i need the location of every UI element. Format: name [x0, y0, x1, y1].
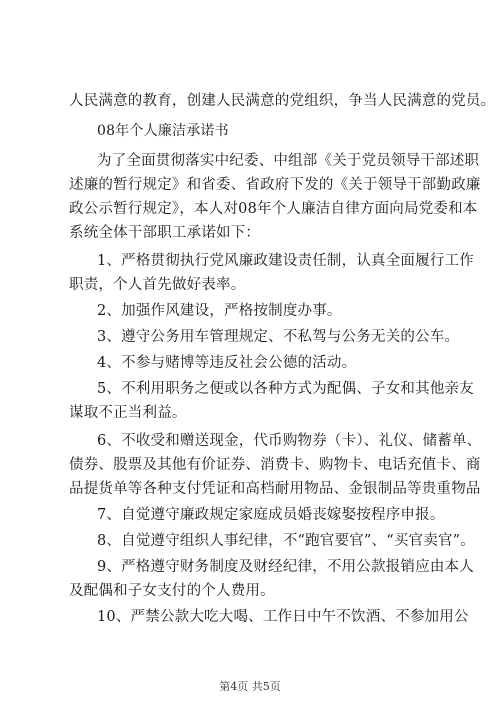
text-line: 3、遵守公务用车管理规定、不私驾与公务无关的公车。: [97, 329, 460, 345]
text-line: 10、严禁公款大吃大喝、工作日中午不饮酒、不参加用公: [97, 609, 469, 625]
text-line: 职责，个人首先做好表率。: [69, 277, 246, 293]
document-title: 08年个人廉洁承诺书: [97, 123, 229, 139]
text-line: 6、不收受和赠送现金，代币购物券（卡）、礼仪、储蓄单、: [97, 433, 482, 449]
text-line: 9、严格遵守财务制度及财经纪律，不用公款报销应由本人: [97, 559, 474, 575]
page-number: 第4页 共5页: [219, 680, 281, 693]
text-line: 5、不利用职务之便或以各种方式为配偶、子女和其他亲友: [97, 381, 474, 397]
text-line: 及配偶和子女支付的个人费用。: [69, 583, 275, 599]
text-line: 品提货单等各种支付凭证和高档耐用物品、金银制品等贵重物品: [69, 481, 481, 497]
text-line: 系统全体干部职工承诺如下：: [69, 225, 261, 241]
text-line: 4、不参与赌博等违反社会公德的活动。: [97, 355, 357, 371]
text-line: 2、加强作风建设，严格按制度办事。: [97, 303, 342, 319]
text-line: 1、严格贯彻执行党风廉政建设责任制，认真全面履行工作: [97, 253, 474, 269]
text-line: 7、自觉遵守廉政规定家庭成员婚丧嫁娶按程序申报。: [97, 507, 445, 523]
text-line: 述廉的暂行规定》和省委、省政府下发的《关于领导干部勤政廉: [69, 177, 481, 193]
text-line: 人民满意的教育，创建人民满意的党组织，争当人民满意的党员。: [69, 93, 496, 109]
text-line: 债券、股票及其他有价证券、消费卡、购物卡、电话充值卡、商: [69, 457, 481, 473]
text-line: 为了全面贯彻落实中纪委、中组部《关于党员领导干部述职: [97, 153, 480, 169]
text-line: 8、自觉遵守组织人事纪律，不“跑官要官”、“买官卖官”。: [97, 533, 475, 549]
text-line: 政公示暂行规定》，本人对08年个人廉洁自律方面向局党委和本: [69, 201, 478, 217]
text-line: 谋取不正当利益。: [69, 405, 187, 421]
